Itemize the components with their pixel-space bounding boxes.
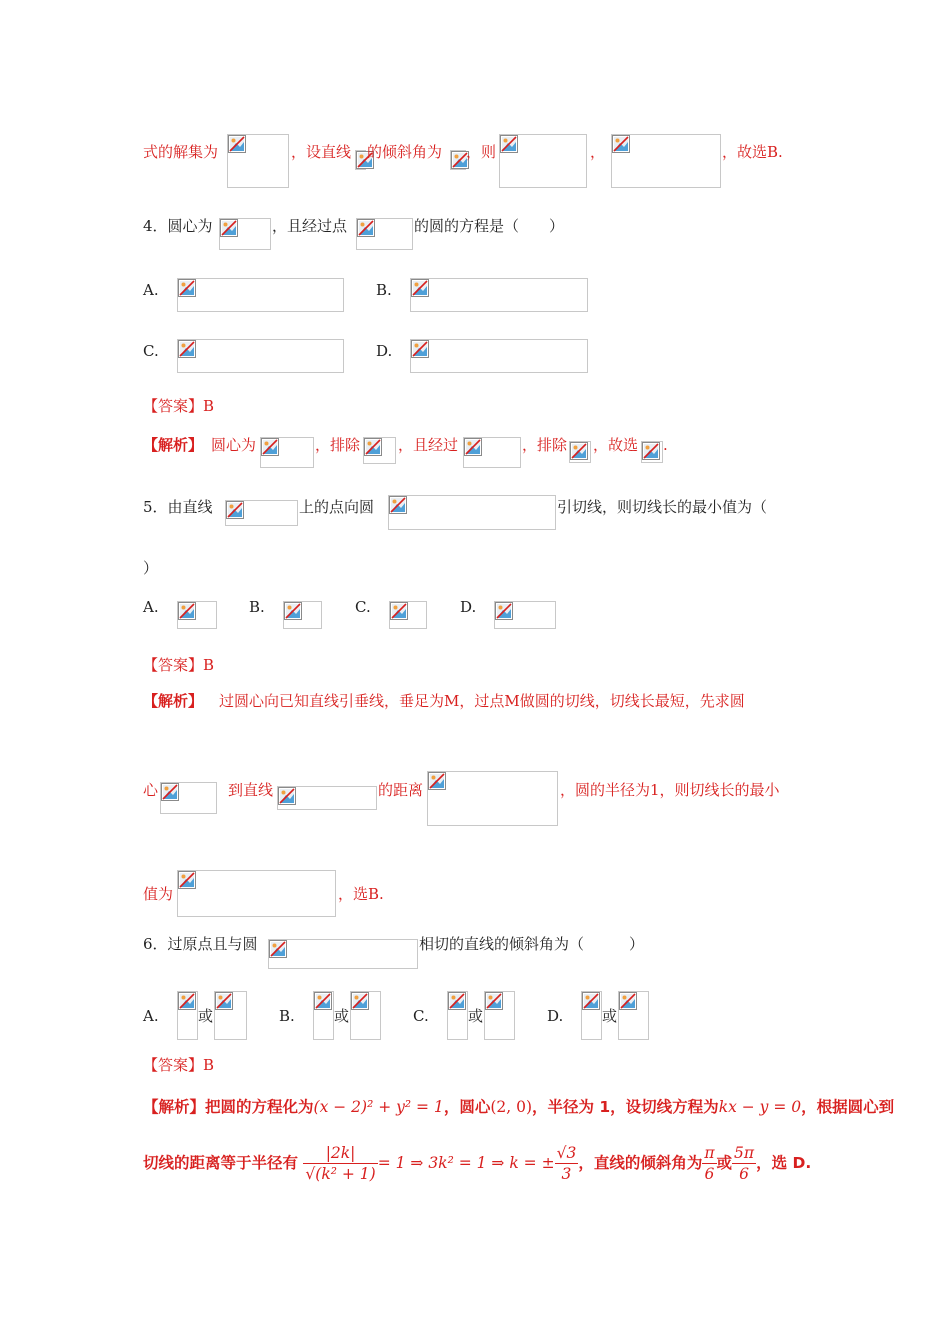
option-label: C. — [355, 598, 371, 616]
text: 过圆心向已知直线引垂线，垂足为M，过点M做圆的切线，切线长最短，先求圆 — [219, 692, 745, 710]
text: 式的解集为 — [143, 143, 219, 161]
formula-image — [611, 134, 721, 188]
answer: 【答案】B — [143, 1056, 215, 1074]
option-formula-image — [447, 991, 468, 1040]
broken-image-icon — [178, 602, 196, 620]
formula-image — [569, 441, 591, 463]
fraction — [303, 1143, 377, 1184]
text: ，根据圆心到 — [801, 1098, 895, 1116]
option-formula-image — [313, 991, 334, 1040]
text: 的距离 — [378, 781, 424, 799]
option-label: A. — [143, 281, 159, 299]
broken-image-icon — [411, 279, 429, 297]
broken-image-icon — [582, 992, 600, 1010]
broken-image-icon — [389, 496, 407, 514]
text: 或 — [334, 1007, 350, 1025]
fraction — [702, 1143, 716, 1184]
broken-image-icon — [464, 438, 482, 456]
text: ，排除 — [315, 436, 361, 454]
formula-image — [450, 150, 466, 170]
option-label: C. — [413, 1007, 429, 1025]
question-stem: 上的点向圆 — [299, 498, 375, 516]
broken-image-icon — [314, 992, 332, 1010]
formula-image — [268, 939, 418, 969]
broken-image-icon — [269, 940, 287, 958]
broken-image-icon — [357, 219, 375, 237]
text: 圆心为 — [211, 436, 257, 454]
broken-image-icon — [612, 135, 630, 153]
text: 切线的距离等于半径有 — [143, 1154, 299, 1172]
option-label: D. — [376, 342, 393, 360]
text: 心 — [143, 781, 159, 799]
broken-image-icon — [220, 219, 238, 237]
option-formula-image — [581, 991, 602, 1040]
math: = 1 ⇒ 3k² = 1 ⇒ k = ± — [377, 1154, 555, 1172]
option-formula-image — [410, 339, 588, 373]
formula-image — [219, 218, 271, 250]
fraction — [732, 1143, 756, 1184]
question-stem: 5．由直线 — [143, 498, 213, 516]
fraction-denominator: √(k² + 1) — [305, 1165, 376, 1183]
fraction-numerator: √3 — [556, 1144, 577, 1162]
broken-image-icon — [500, 135, 518, 153]
formula-image — [641, 441, 663, 463]
option-label: B. — [376, 281, 392, 299]
answer: 【答案】B — [143, 656, 215, 674]
explanation-line — [143, 1140, 811, 1186]
option-formula-image — [389, 601, 427, 629]
broken-image-icon — [619, 992, 637, 1010]
fraction-numerator: |2k| — [303, 1143, 377, 1164]
option-label: A. — [143, 598, 159, 616]
math: (2, 0) — [490, 1098, 532, 1116]
text: ，则 — [466, 143, 497, 161]
text: ，故选B. — [722, 143, 783, 161]
text: 或 — [468, 1007, 484, 1025]
fraction-denominator: 6 — [739, 1165, 749, 1183]
formula-image — [260, 437, 314, 468]
text: ，选B. — [338, 885, 384, 903]
option-formula-image — [350, 991, 381, 1040]
option-formula-image — [494, 601, 556, 629]
formula-image — [463, 437, 521, 468]
text: ，圆的半径为1，则切线长的最小 — [560, 781, 780, 799]
fraction-numerator: 5π — [734, 1144, 755, 1162]
question-stem: 引切线，则切线长的最小值为（ — [557, 498, 768, 516]
option-formula-image — [177, 339, 344, 373]
question-stem: ，且经过点 — [272, 217, 348, 235]
broken-image-icon — [178, 340, 196, 358]
question-stem: 4．圆心为 — [143, 217, 213, 235]
math: kx − y = 0 — [718, 1098, 802, 1116]
explanation-line — [143, 1097, 894, 1117]
text: ，且经过 — [398, 436, 459, 454]
formula-image — [363, 437, 396, 464]
text: 值为 — [143, 885, 174, 903]
explanation-tag: 【解析】 — [143, 436, 204, 454]
text: 的倾斜角为 — [367, 143, 443, 161]
option-formula-image — [177, 601, 217, 629]
broken-image-icon — [261, 438, 279, 456]
answer: 【答案】B — [143, 397, 215, 415]
broken-image-icon — [351, 992, 369, 1010]
broken-image-icon — [161, 783, 179, 801]
text: ，直线的倾斜角为 — [578, 1154, 703, 1172]
formula-image — [277, 786, 377, 810]
formula-image — [177, 870, 336, 917]
text: 或 — [602, 1007, 618, 1025]
broken-image-icon — [215, 992, 233, 1010]
formula-image — [225, 500, 298, 526]
option-label: B. — [249, 598, 265, 616]
option-label: B. — [279, 1007, 295, 1025]
broken-image-icon — [228, 135, 246, 153]
option-formula-image — [214, 991, 247, 1040]
option-label: D. — [547, 1007, 564, 1025]
question-stem: 6．过原点且与圆 — [143, 935, 258, 953]
fraction-denominator: 6 — [704, 1165, 715, 1183]
question-stem: ） — [143, 559, 159, 577]
option-formula-image — [283, 601, 322, 629]
question-stem: 相切的直线的倾斜角为（ ） — [419, 935, 645, 953]
formula-image — [227, 134, 289, 188]
formula-image — [356, 218, 413, 250]
fraction-denominator: 3 — [561, 1165, 572, 1183]
text: . — [663, 436, 668, 454]
broken-image-icon — [411, 340, 429, 358]
text: 到直线 — [228, 781, 274, 799]
broken-image-icon — [495, 602, 513, 620]
text: ，半径为 1，设切线方程为 — [532, 1098, 719, 1116]
text: 或 — [198, 1007, 214, 1025]
formula-image — [388, 495, 556, 530]
formula-image — [355, 150, 366, 170]
text: ， — [590, 143, 606, 161]
broken-image-icon — [428, 772, 446, 790]
text: ，故选 — [593, 436, 639, 454]
broken-image-icon — [278, 787, 296, 805]
option-formula-image — [618, 991, 649, 1040]
text: ，圆心 — [443, 1098, 491, 1116]
broken-image-icon — [178, 992, 196, 1010]
text: ，排除 — [522, 436, 568, 454]
broken-image-icon — [485, 992, 503, 1010]
formula-image — [499, 134, 587, 188]
option-formula-image — [177, 278, 344, 312]
option-formula-image — [177, 991, 198, 1040]
text: 把圆的方程化为 — [205, 1098, 314, 1116]
explanation-tag: 【解析】 — [143, 1098, 206, 1116]
explanation-tag: 【解析】 — [143, 692, 204, 710]
fraction-numerator: π — [704, 1144, 715, 1162]
broken-image-icon — [642, 442, 660, 460]
text: ，设直线 — [291, 143, 352, 161]
option-label: D. — [460, 598, 477, 616]
question-stem: 的圆的方程是（ ） — [414, 217, 565, 235]
text: ，选 D. — [756, 1154, 812, 1172]
formula-image — [160, 782, 217, 814]
option-label: A. — [143, 1007, 159, 1025]
option-formula-image — [410, 278, 588, 312]
broken-image-icon — [364, 438, 382, 456]
option-formula-image — [484, 991, 515, 1040]
fraction — [555, 1143, 579, 1184]
broken-image-icon — [178, 871, 196, 889]
formula-image — [427, 771, 558, 826]
broken-image-icon — [570, 442, 588, 460]
option-label: C. — [143, 342, 159, 360]
broken-image-icon — [448, 992, 466, 1010]
text: 或 — [716, 1154, 733, 1172]
math: (x − 2)² + y² = 1 — [313, 1098, 444, 1116]
broken-image-icon — [226, 501, 244, 519]
broken-image-icon — [390, 602, 408, 620]
broken-image-icon — [284, 602, 302, 620]
broken-image-icon — [178, 279, 196, 297]
